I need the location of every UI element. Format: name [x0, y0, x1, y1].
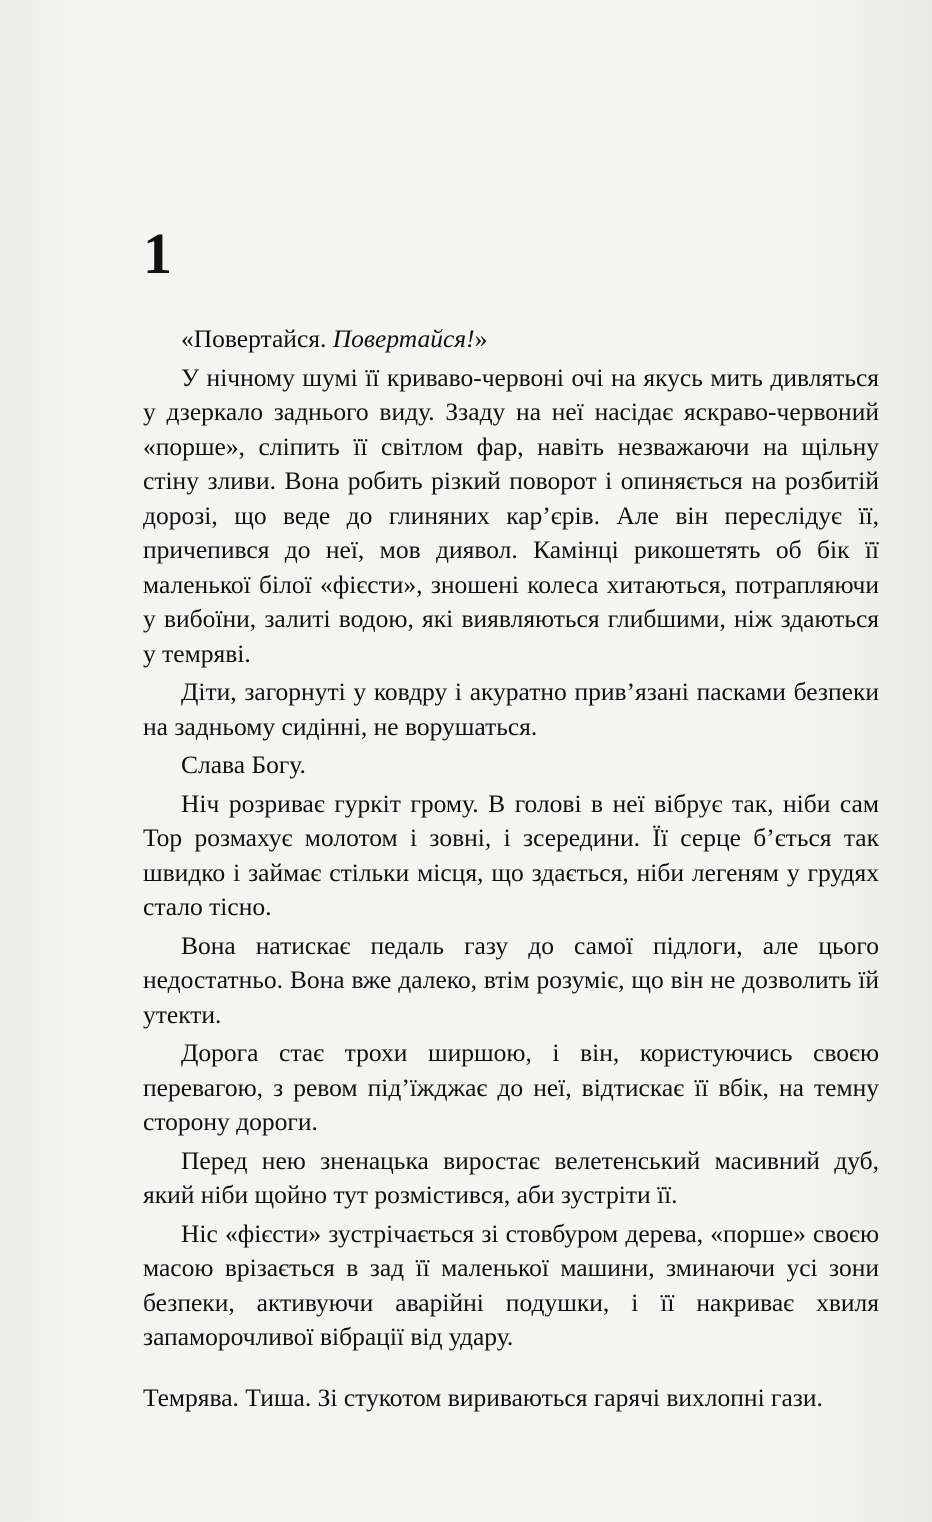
- paragraph-scene-break: Темрява. Тиша. Зі стукотом вириваються гарячі вихлопні гази.: [143, 1382, 823, 1412]
- quote-lead: «Повертайся.: [181, 324, 333, 353]
- paragraph: Перед нею зненацька виростає велетенський масивний дуб, який ніби щойно тут розмістився, аби зустріти її.: [143, 1145, 879, 1209]
- quote-italic: Повертайся!: [332, 324, 475, 353]
- paragraph: Ніч розриває гуркіт грому. В голові в неї вібрує так, ніби сам Тор розмахує молотом і зовні, і зсередини. Її серце б’ється так швидко і займає стільки місця, що здається, ніби легеням у грудях стало тісно.: [143, 788, 879, 921]
- paragraph: Ніс «фієсти» зустрічається зі стовбуром дерева, «порше» своєю масою врізається в зад її маленької машини, зминаючи усі зони безпеки, активуючи аварійні подушки, і її накриває хвиля запаморочливої вібрації від удару.: [143, 1218, 879, 1351]
- paragraph-opening-quote: [143, 322, 879, 357]
- quote-tail: »: [474, 324, 488, 353]
- chapter-text: [143, 322, 879, 1419]
- paragraph: Слава Богу.: [181, 750, 306, 779]
- paragraph: Діти, загорнуті у ковдру і акуратно прив’язані пасками безпеки на задньому сидінні, не ворушаться.: [143, 677, 879, 741]
- chapter-number: 1: [143, 221, 172, 286]
- paragraph: Дорога стає трохи ширшою, і він, користуючись своєю перевагою, з ревом під’їжджає до неї, відтискає її вбік, на темну сторону дороги.: [143, 1038, 879, 1136]
- paragraph: Вона натискає педаль газу до самої підлоги, але цього недостатньо. Вона вже далеко, втім розуміє, що він не дозволить їй утекти.: [143, 930, 879, 1029]
- paragraph: У нічному шумі її криваво-червоні очі на якусь мить дивляться у дзеркало заднього виду. Ззаду на неї насідає яскраво-червоний «порше», сліпить її світлом фар, навіть незважаючи на щільну стіну зливи. Вона робить різкий поворот і опиняється на розбитій дорозі, що веде до глиняних кар’єрів. Але він переслідує її, причепився до неї, мов диявол. Камінці рикошетять об бік її маленької білої «фієсти», зношені колеса хитаються, потрапляючи у вибоїни, залиті водою, які виявляються глибшими, ніж здаються у темряві.: [143, 362, 879, 668]
